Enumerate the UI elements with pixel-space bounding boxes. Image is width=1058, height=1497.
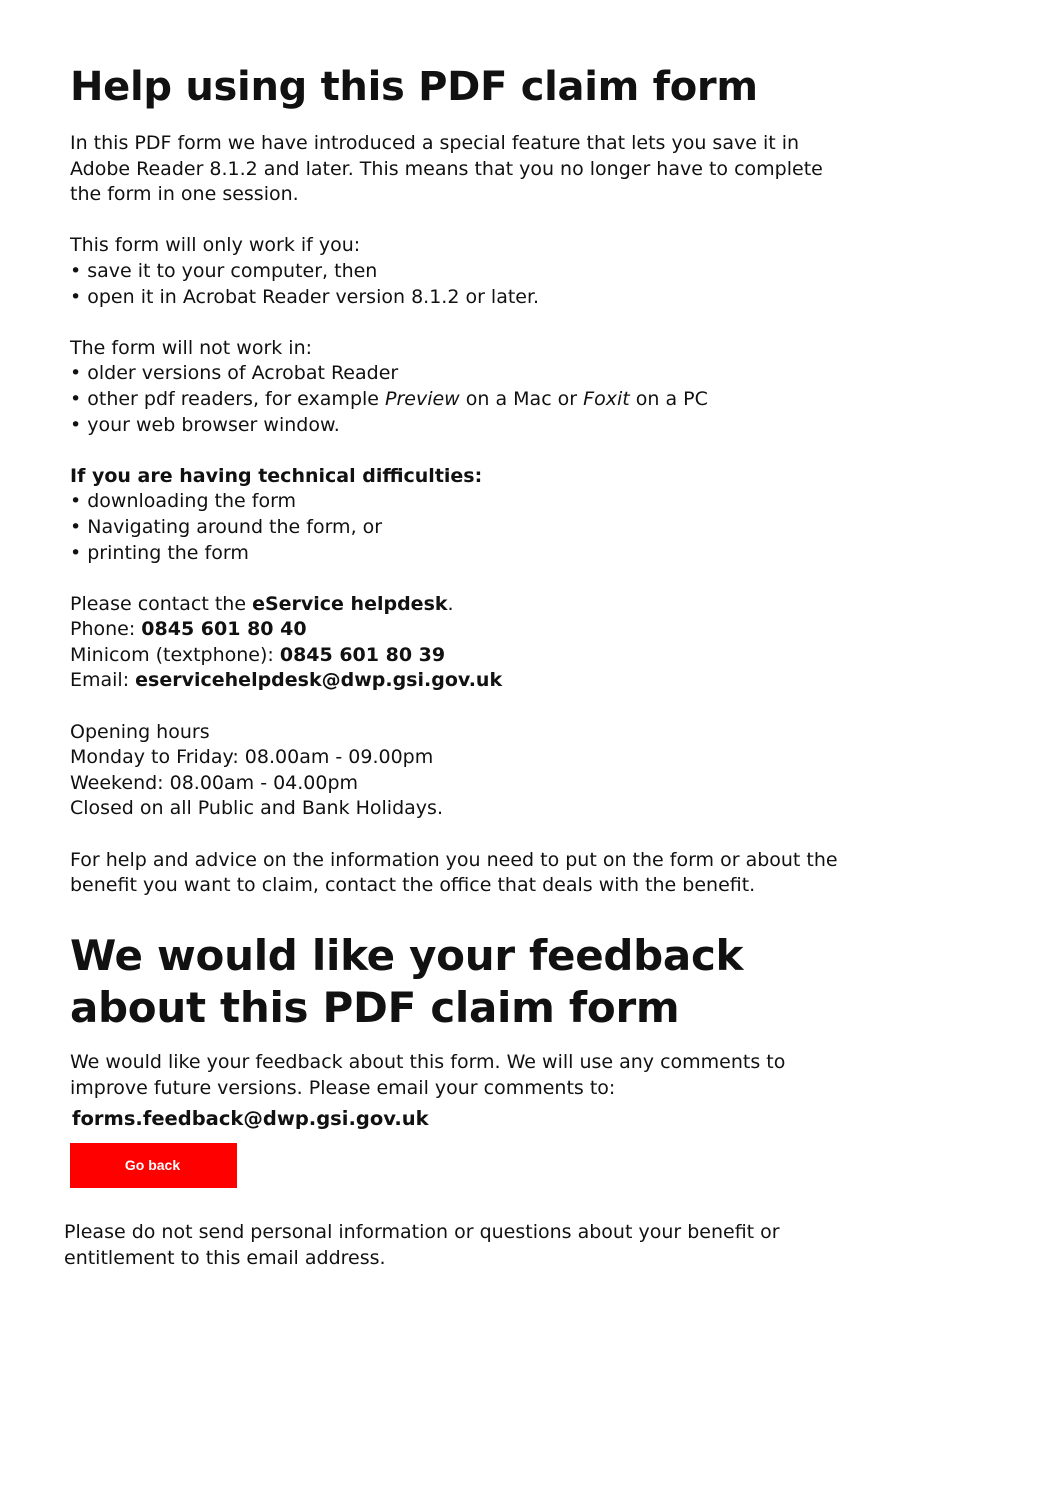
tech-heading: If you are having technical difficulties: [70, 464, 483, 487]
list-item: • printing the form [70, 541, 860, 567]
list-item: • your web browser window. [70, 413, 860, 439]
help-intro: In this PDF form we have introduced a special feature that lets you save it in Adobe Reader 8.1.2 and later. This means that you no longer have to complete the form in one session. [70, 132, 823, 206]
tech-list [70, 489, 860, 566]
help-body [70, 131, 860, 924]
minicom-label: Minicom (textphone): [70, 643, 280, 666]
not-work-list [70, 361, 860, 438]
helpdesk-name: eService helpdesk [252, 592, 448, 615]
list-item-text: on a Mac or [459, 387, 584, 410]
hours-closed: Closed on all Public and Bank Holidays. [70, 797, 443, 820]
advice-text: For help and advice on the information you need to put on the form or about the benefit you want to claim, contact the office that deals with the benefit. [70, 848, 838, 897]
works-list [70, 259, 860, 310]
minicom-number: 0845 601 80 39 [279, 643, 446, 666]
hours-heading: Opening hours [70, 720, 210, 743]
works-heading: This form will only work if you: [70, 234, 361, 257]
contact-prefix: Please contact the [70, 592, 253, 615]
list-item [70, 387, 860, 413]
help-title: Help using this PDF claim form [70, 64, 758, 110]
feedback-title [70, 930, 830, 1034]
privacy-note: Please do not send personal information or questions about your benefit or entitlement to this email address. [64, 1221, 780, 1269]
contact-section [70, 592, 860, 694]
tech-section [70, 464, 860, 566]
contact-line [70, 592, 860, 618]
phone-number: 0845 601 80 40 [141, 618, 307, 641]
list-item: • older versions of Acrobat Reader [70, 361, 860, 387]
go-back-label: Go back [124, 1157, 181, 1173]
email-line [70, 668, 860, 694]
hours-section [70, 720, 860, 822]
list-item: • downloading the form [70, 489, 860, 515]
helpdesk-email: eservicehelpdesk@dwp.gsi.gov.uk [135, 669, 503, 692]
minicom-line [70, 643, 860, 669]
list-item-text: on a PC [629, 387, 708, 410]
hours-weekdays: Monday to Friday: 08.00am - 09.00pm [70, 746, 434, 769]
phone-label: Phone: [70, 618, 142, 641]
contact-suffix: . [447, 592, 454, 615]
list-item: • Navigating around the form, or [70, 515, 860, 541]
list-item-text: other pdf readers, for example [87, 387, 386, 410]
hours-weekend: Weekend: 08.00am - 04.00pm [70, 771, 359, 794]
not-work-heading: The form will not work in: [70, 336, 313, 359]
email-label: Email: [70, 669, 136, 692]
feedback-title-line-1: We would like your feedback [70, 931, 744, 980]
phone-line [70, 617, 860, 643]
feedback-intro: We would like your feedback about this form. We will use any comments to improve future versions. Please email your comments to: [70, 1051, 786, 1099]
list-item: • save it to your computer, then [70, 259, 860, 285]
foxit-app-name: Foxit [583, 387, 630, 410]
not-work-section [70, 336, 860, 438]
preview-app-name: Preview [385, 387, 460, 410]
works-section [70, 233, 860, 310]
list-item: • open it in Acrobat Reader version 8.1.2 or later. [70, 285, 860, 311]
feedback-email: forms.feedback@dwp.gsi.gov.uk [72, 1107, 429, 1130]
feedback-title-line-2: about this PDF claim form [70, 983, 680, 1032]
go-back-button[interactable] [70, 1143, 237, 1188]
